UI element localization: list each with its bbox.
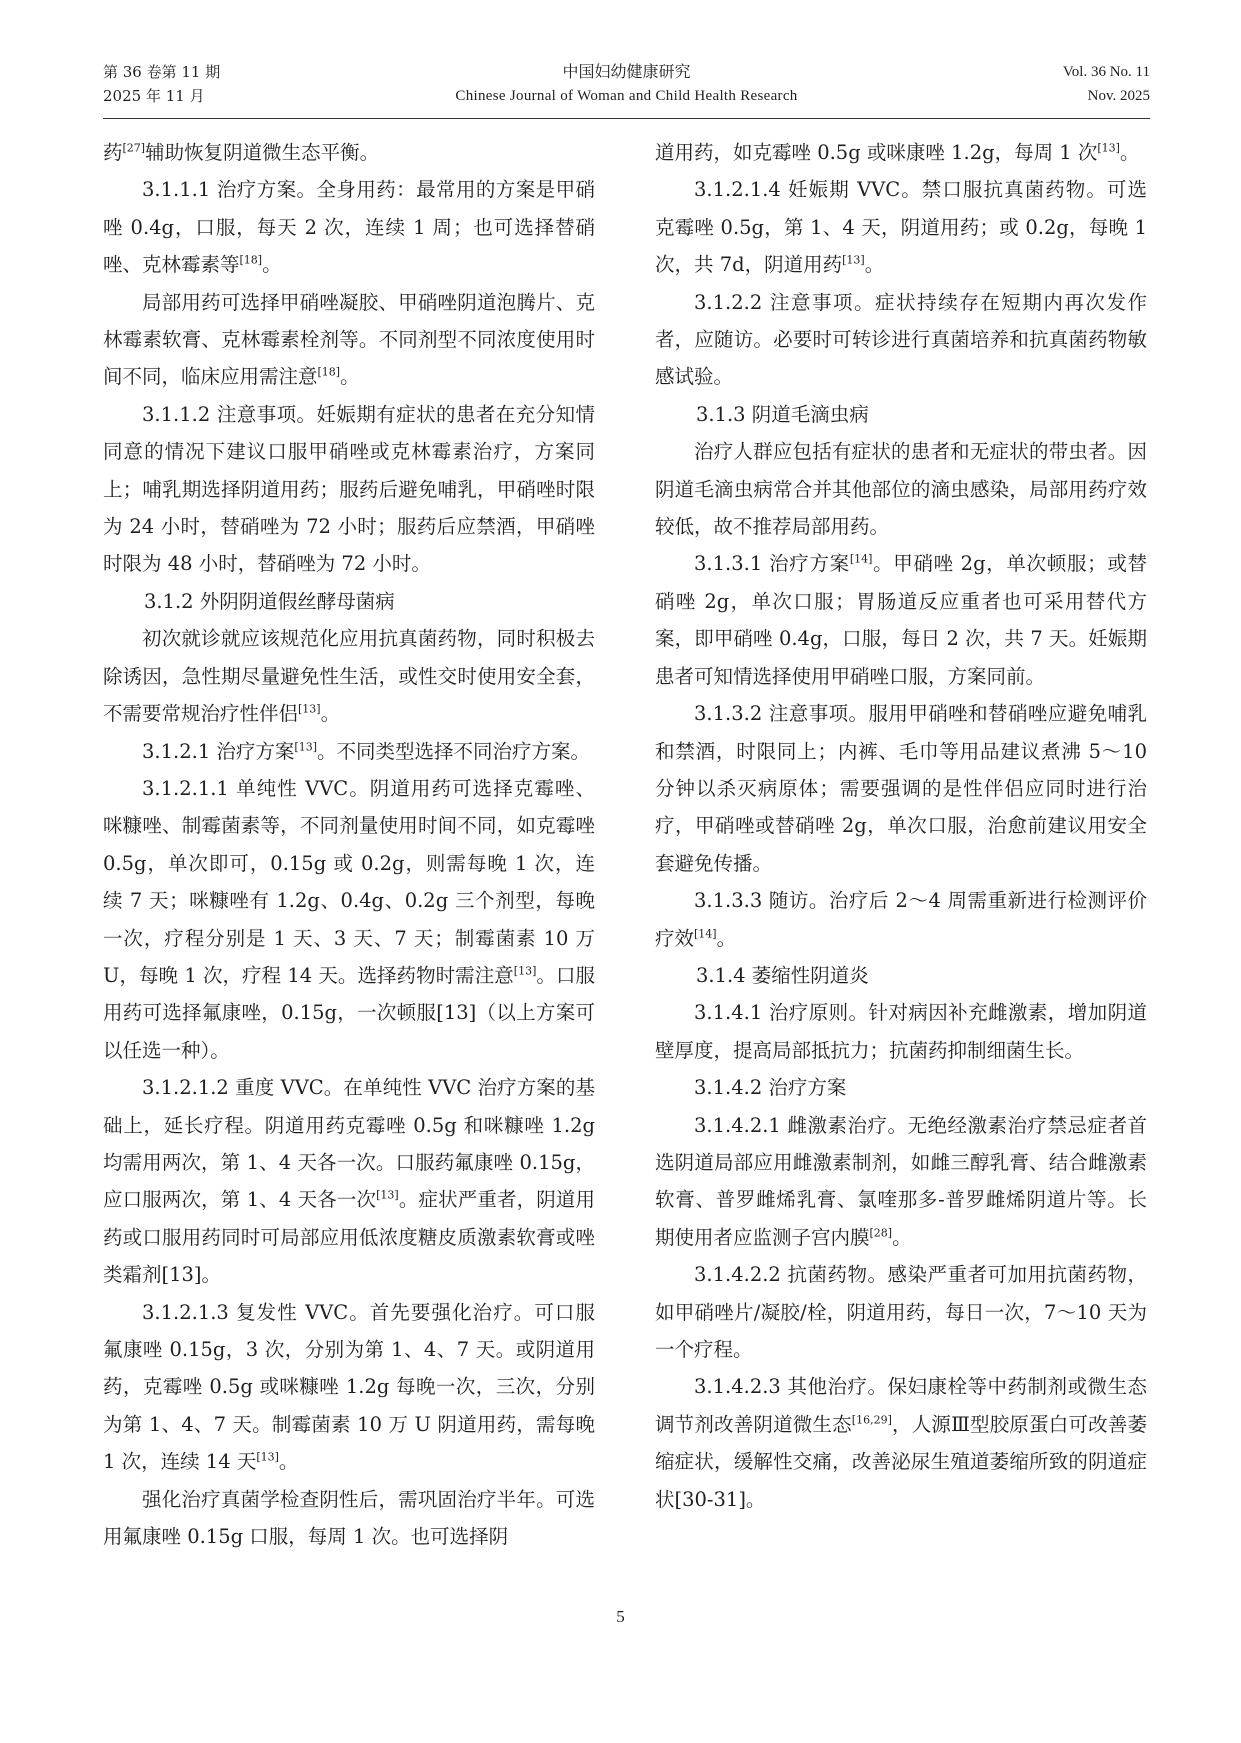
paragraph-tail: 。 xyxy=(278,1450,299,1474)
body-paragraph xyxy=(655,1368,1147,1518)
body-paragraph xyxy=(655,171,1147,283)
running-header xyxy=(103,60,1150,118)
body-paragraph xyxy=(103,284,595,396)
body-paragraph xyxy=(103,770,595,1069)
paragraph-tail: 。症状严重者，阴道用药或口服用药同时可局部应用低浓度糖皮质激素软膏或唑类霜剂[13]。 xyxy=(103,1188,595,1287)
citation-mark: [14] xyxy=(849,552,873,566)
paragraph-text: 3.1.2.1.4 妊娠期 VVC。禁口服抗真菌药物。可选克霉唑 0.5g，第 1、4 天，阴道用药；或 0.2g，每晚 1 次，共 7d，阴道用药 xyxy=(655,178,1147,277)
paragraph-tail: 。 xyxy=(320,702,341,726)
body-paragraph xyxy=(103,1481,595,1556)
page-number: 5 xyxy=(616,1607,625,1626)
header-volume-issue: 第 36 卷第 11 期 xyxy=(103,63,221,81)
body-paragraph xyxy=(103,134,595,171)
citation-mark: [18] xyxy=(239,253,263,267)
body-paragraph xyxy=(655,284,1147,396)
journal-title-cn: 中国妇幼健康研究 xyxy=(562,62,691,81)
paragraph-text: 3.1.4.2.2 抗菌药物。感染严重者可加用抗菌药物，如甲硝唑片/凝胶/栓，阴道用药，每日一次，7～10 天为一个疗程。 xyxy=(655,1263,1147,1361)
paragraph-text: 3.1.1.2 注意事项。妊娠期有症状的患者在充分知情同意的情况下建议口服甲硝唑或克林霉素治疗，方案同上；哺乳期选择阴道用药；服药后避免哺乳，甲硝唑时限为 24 小时，替硝唑为 72 小时；服药后应禁酒，甲硝唑时限为 48 小时，替硝唑为 72 小时。 xyxy=(103,402,595,576)
citation-mark: [13] xyxy=(256,1450,279,1464)
paragraph-text: 3.1.2.1 治疗方案 xyxy=(142,739,295,763)
citation-mark: [27] xyxy=(122,141,146,155)
body-paragraph xyxy=(103,396,595,583)
body-paragraph xyxy=(655,545,1147,695)
paragraph-text: 3.1.1.1 治疗方案。全身用药：最常用的方案是甲硝唑 0.4g，口服，每天 2 次，连续 1 周；也可选择替硝唑、克林霉素等 xyxy=(103,178,595,277)
paragraph-tail: 。 xyxy=(892,1225,912,1249)
paragraph-text: 强化治疗真菌学检查阴性后，需巩固治疗半年。可选用氟康唑 0.15g 口服，每周 1 次。也可选择阴 xyxy=(103,1487,595,1549)
body-paragraph xyxy=(103,620,595,732)
paragraph-text: 3.1.2.2 注意事项。症状持续存在短期内再次发作者，应随访。必要时可转诊进行真菌培养和抗真菌药物敏感试验。 xyxy=(655,290,1147,389)
body-paragraph xyxy=(655,882,1147,957)
body-paragraph xyxy=(655,433,1147,545)
body-paragraph xyxy=(103,1294,595,1481)
citation-mark: [13] xyxy=(1097,141,1120,155)
citation-mark: [13] xyxy=(842,253,865,267)
paragraph-text: 3.1.3 阴道毛滴虫病 xyxy=(695,402,869,426)
paragraph-tail: 。 xyxy=(864,253,885,277)
paragraph-tail: ，人源Ⅲ型胶原蛋白可改善萎缩症状，缓解性交痛，改善泌尿生殖道萎缩所致的阴道症状[30-31]。 xyxy=(655,1412,1147,1511)
right-column xyxy=(655,134,1147,1518)
body-paragraph xyxy=(655,1069,1147,1106)
journal-title-en: Chinese Journal of Woman and Child Health Research xyxy=(455,88,798,104)
paragraph-text: 道用药，如克霉唑 0.5g 或咪康唑 1.2g，每周 1 次 xyxy=(655,141,1098,164)
paragraph-text: 3.1.3.2 注意事项。服用甲硝唑和替硝唑应避免哺乳和禁酒，时限同上；内裤、毛巾等用品建议煮沸 5～10 分钟以杀灭病原体；需要强调的是性伴侣应同时进行治疗，甲硝唑或替硝唑 2g，单次口服，治愈前建议用安全套避免传播。 xyxy=(655,702,1147,875)
body-paragraph xyxy=(655,134,1147,171)
header-right xyxy=(1063,60,1150,108)
citation-mark: [13] xyxy=(376,1188,399,1202)
paragraph-tail: 辅助恢复阴道微生态平衡。 xyxy=(145,141,380,164)
paragraph-text: 3.1.4 萎缩性阴道炎 xyxy=(695,963,869,987)
paragraph-text: 药 xyxy=(103,141,123,164)
paragraph-text: 治疗人群应包括有症状的患者和无症状的带虫者。因阴道毛滴虫病常合并其他部位的滴虫感染，局部用药疗效较低，故不推荐局部用药。 xyxy=(655,440,1147,539)
section-heading xyxy=(103,583,595,620)
header-volume-en: Vol. 36 No. 11 xyxy=(1062,64,1150,80)
paragraph-text: 局部用药可选择甲硝唑凝胶、甲硝唑阴道泡腾片、克林霉素软膏、克林霉素栓剂等。不同剂型不同浓度使用时间不同，临床应用需注意 xyxy=(103,290,595,389)
section-heading xyxy=(655,957,1147,994)
body-paragraph xyxy=(655,695,1147,882)
section-heading xyxy=(655,396,1147,433)
header-rule xyxy=(103,118,1150,119)
paragraph-text: 3.1.2.1.1 单纯性 VVC。阴道用药可选择克霉唑、咪糠唑、制霉菌素等，不同剂量使用时间不同，如克霉唑 0.5g，单次即可，0.15g 或 0.2g，则需每晚 1 次，连续 7 天；咪糠唑有 1.2g、0.4g、0.2g 三个剂型，每晚一次，疗程分别是 1 天、3 天、7 天；制霉菌素 10 万 U，每晚 1 次，疗程 14 天。选择药物时需注意 xyxy=(103,776,595,987)
paragraph-text: 3.1.2 外阴阴道假丝酵母菌病 xyxy=(143,589,395,613)
paragraph-tail: 。不同类型选择不同治疗方案。 xyxy=(317,739,591,763)
body-paragraph xyxy=(103,171,595,283)
body-paragraph xyxy=(655,1107,1147,1257)
citation-mark: [13] xyxy=(298,702,321,716)
paragraph-text: 3.1.2.1.2 重度 VVC。在单纯性 VVC 治疗方案的基础上，延长疗程。阴道用药克霉唑 0.5g 和咪糠唑 1.2g 均需用两次，第 1、4 天各一次。口服药氟康唑 0.15g，应口服两次，第 1、4 天各一次 xyxy=(103,1076,595,1212)
paragraph-text: 3.1.4.2 治疗方案 xyxy=(694,1076,847,1100)
citation-mark: [13] xyxy=(513,964,537,978)
paragraph-text: 3.1.3.3 随访。治疗后 2～4 周需重新进行检测评价疗效 xyxy=(655,889,1147,950)
paragraph-text: 3.1.4.2.1 雌激素治疗。无绝经激素治疗禁忌症者首选阴道局部应用雌激素制剂，如雌三醇乳膏、结合雌激素软膏、普罗雌烯乳膏、氯喹那多-普罗雌烯阴道片等。长期使用者应监测子宫内膜 xyxy=(655,1113,1147,1249)
paragraph-text: 3.1.4.1 治疗原则。针对病因补充雌激素，增加阴道壁厚度，提高局部抵抗力；抗菌药抑制细菌生长。 xyxy=(655,1001,1147,1062)
body-paragraph xyxy=(103,733,595,770)
body-paragraph xyxy=(655,1256,1147,1368)
paragraph-text: 初次就诊就应该规范化应用抗真菌药物，同时积极去除诱因，急性期尽量避免性生活，或性交时使用安全套，不需要常规治疗性伴侣 xyxy=(103,627,595,726)
paragraph-tail: 。 xyxy=(340,365,360,389)
paragraph-tail: 。口服用药可选择氟康唑，0.15g，一次顿服[13]（以上方案可以任选一种）。 xyxy=(103,963,595,1062)
header-journal xyxy=(103,60,1150,108)
left-column xyxy=(103,134,595,1555)
paragraph-tail: 。 xyxy=(716,926,737,950)
citation-mark: [14] xyxy=(694,927,717,941)
paragraph-tail: 。 xyxy=(1119,141,1140,164)
paragraph-text: 3.1.2.1.3 复发性 VVC。首先要强化治疗。可口服氟康唑 0.15g，3 次，分别为第 1、4、7 天。或阴道用药，克霉唑 0.5g 或咪糠唑 1.2g 每晚一次，三次，分别为第 1、4、7 天。制霉菌素 10 万 U 阴道用药，需每晚 1 次，连续 14 天 xyxy=(103,1300,595,1474)
paragraph-tail: 。 xyxy=(262,253,282,277)
paragraph-tail: 。甲硝唑 2g，单次顿服；或替硝唑 2g，单次口服；胃肠道反应重者也可采用替代方案，即甲硝唑 0.4g，口服，每日 2 次，共 7 天。妊娠期患者可知情选择使用甲硝唑口服，方案同前。 xyxy=(655,552,1147,688)
header-date-cn: 2025 年 11 月 xyxy=(103,87,205,105)
body-paragraph xyxy=(655,994,1147,1069)
paragraph-text: 3.1.3.1 治疗方案 xyxy=(694,552,850,576)
body-paragraph xyxy=(103,1069,595,1293)
citation-mark: [18] xyxy=(317,365,341,379)
citation-mark: [16,29] xyxy=(851,1413,892,1427)
paragraph-text: 3.1.4.2.3 其他治疗。保妇康栓等中药制剂或微生态调节剂改善阴道微生态 xyxy=(655,1375,1147,1436)
citation-mark: [28] xyxy=(869,1226,893,1240)
header-date-en: Nov. 2025 xyxy=(1087,88,1150,104)
citation-mark: [13] xyxy=(294,740,318,753)
